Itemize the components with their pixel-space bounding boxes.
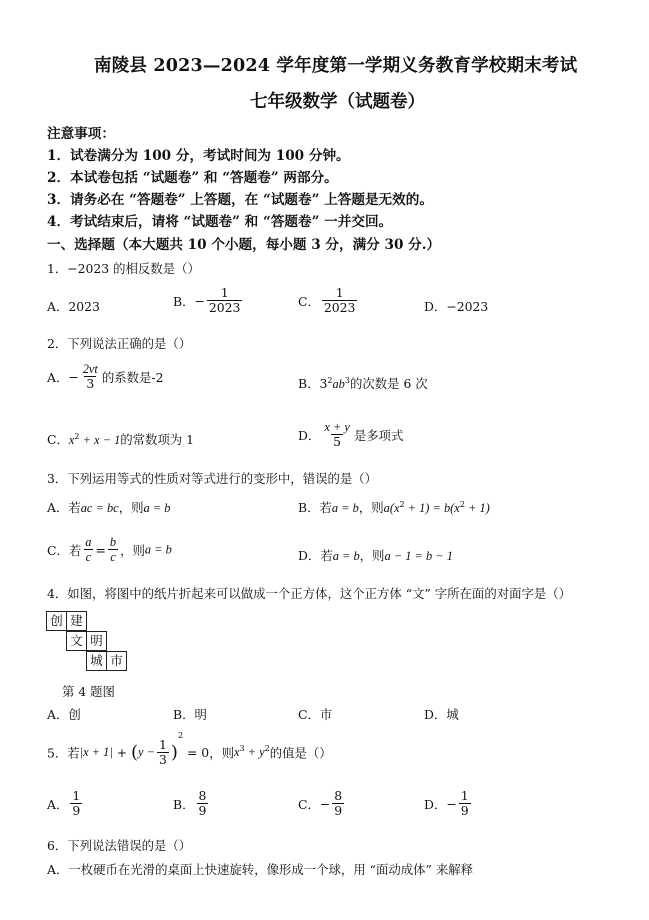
net-cell-wen: 文 (66, 631, 87, 651)
net-cell-cheng: 城 (86, 651, 107, 671)
q1-c-fraction: $\frac{1}{2023}$ (323, 285, 356, 316)
q4-stem: 4．如图，将图中的纸片折起来可以做成一个正方体，这个正方体 “文” 字所在面的对面字是（） (47, 586, 572, 601)
q5-option-a: A． $\frac{1}{9}$ (47, 788, 81, 819)
notice-heading: 注意事项： (47, 126, 115, 142)
net-cell-chuang: 创 (46, 611, 67, 631)
q4-option-b: B．明 (173, 707, 207, 722)
q5-d-fraction: $\frac{1}{9}$ (460, 788, 469, 819)
q5-option-d: D．− $\frac{1}{9}$ (424, 788, 469, 819)
q3-option-d: D．若a = b，则a − 1 = b − 1 (298, 548, 453, 563)
q5-option-b: B． $\frac{8}{9}$ (173, 788, 207, 819)
q4-option-a: A．创 (47, 707, 81, 722)
q5-option-c: C．− $\frac{8}{9}$ (298, 788, 343, 819)
exam-title: 南陵县 2023—2024 学年度第一学期义务教育学校期末考试 (94, 56, 578, 76)
section1-heading: 一、选择题（本大题共 10 个小题，每小题 3 分，满分 30 分.） (47, 237, 441, 253)
notice-item-2: 2．本试卷包括 “试题卷” 和 “答题卷” 两部分。 (47, 170, 338, 186)
q1-option-d: D．−2023 (424, 299, 489, 314)
q6-stem: 6．下列说法错误的是（） (47, 838, 192, 853)
q3-option-b: B．若a = b，则$a(x^2 + 1) = b(x^2 + 1)$ (298, 499, 490, 515)
net-cell-shi: 市 (106, 651, 127, 671)
q2-option-b: B．$3^2ab^3$的次数是 6 次 (298, 375, 428, 391)
q1-option-a: A．2023 (47, 299, 100, 314)
q5-stem: 5．若|x + 1| + (y − $\frac{1}{3}$ )$^2$ = 0，则$x^3 + y^2$的值是（） (47, 731, 332, 767)
q2-option-a: A．− $\frac{2vt}{3}$ 的系数是-2 (47, 362, 164, 392)
q1-stem: 1．−2023 的相反数是（） (47, 261, 200, 276)
q2-a-fraction: $\frac{2vt}{3}$ (82, 362, 98, 392)
notice-item-4: 4．考试结束后，请将 “试题卷” 和 “答题卷” 一并交回。 (47, 214, 393, 230)
q4-figure-caption: 第 4 题图 (62, 684, 115, 699)
q5-fraction: $\frac{1}{3}$ (159, 736, 167, 767)
q2-stem: 2．下列说法正确的是（） (47, 336, 192, 351)
q2-option-c: C．$x^2 + x - 1$的常数项为 1 (47, 431, 195, 447)
q2-d-fraction: $\frac{x + y}{5}$ (324, 420, 350, 450)
q5-b-fraction: $\frac{8}{9}$ (198, 788, 207, 819)
q3-option-a: A．若ac = bc，则a = b (47, 500, 171, 515)
q1-option-c: C． $\frac{1}{2023}$ (298, 285, 356, 316)
q3-c-fraction-2: $\frac{b}{c}$ (109, 535, 117, 565)
q6-option-a: A．一枚硬币在光滑的桌面上快速旋转，像形成一个球，用 “面动成体” 来解释 (47, 862, 473, 877)
q3-stem: 3．下列运用等式的性质对等式进行的变形中，错误的是（） (47, 471, 378, 486)
q4-option-c: C．市 (298, 707, 333, 722)
q2-option-d: D． $\frac{x + y}{5}$ 是多项式 (298, 420, 404, 450)
q5-a-fraction: $\frac{1}{9}$ (72, 788, 81, 819)
q3-c-fraction-1: $\frac{a}{c}$ (85, 535, 92, 565)
net-cell-ming: 明 (86, 631, 107, 651)
q1-option-b: B．− $\frac{1}{2023}$ (173, 285, 241, 316)
exam-subtitle: 七年级数学（试题卷） (250, 92, 425, 112)
q4-cube-net-figure (46, 611, 136, 673)
notice-item-1: 1．试卷满分为 100 分，考试时间为 100 分钟。 (47, 148, 350, 164)
notice-item-3: 3．请务必在 “答题卷” 上答题，在 “试题卷” 上答题是无效的。 (47, 192, 433, 208)
q5-c-fraction: $\frac{8}{9}$ (334, 788, 343, 819)
q1-b-fraction: $\frac{1}{2023}$ (208, 285, 241, 316)
q4-option-d: D．城 (424, 707, 459, 722)
net-cell-jian: 建 (66, 611, 87, 631)
q3-option-c: C．若 $\frac{a}{c}$ = $\frac{b}{c}$ ，则a = b (47, 535, 172, 565)
